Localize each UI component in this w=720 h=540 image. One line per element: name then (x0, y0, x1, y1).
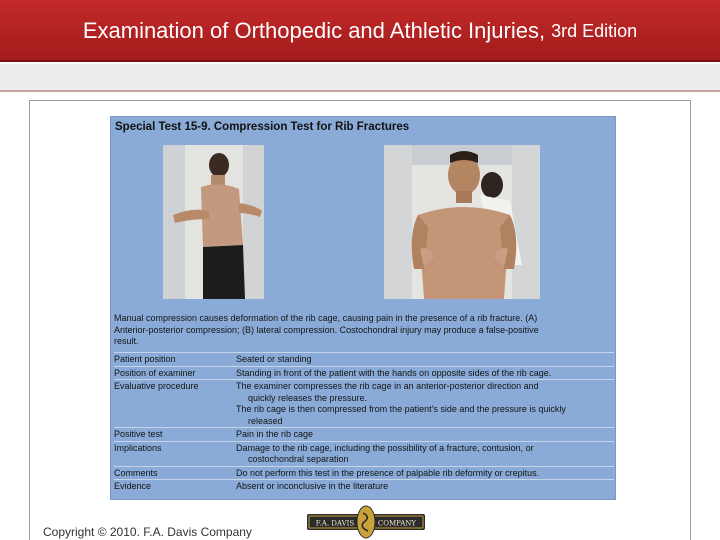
row-evaluative-procedure (114, 379, 614, 427)
row-label: Positive test (114, 429, 163, 439)
slide-title-edition: 3rd Edition (551, 20, 638, 41)
header-band (0, 64, 720, 90)
row-value-line: released (248, 415, 283, 426)
row-label: Patient position (114, 354, 176, 364)
row-patient-position (114, 352, 614, 366)
row-label: Evaluative procedure (114, 381, 199, 391)
row-implications (114, 441, 614, 466)
photo-lateral-compression (384, 145, 540, 299)
row-value (236, 367, 614, 380)
row-value-line: Pain in the rib cage (236, 429, 314, 439)
slide-title-main: Examination of Orthopedic and Athletic Injuries, (82, 18, 546, 43)
row-value-line: quickly releases the pressure. (248, 392, 368, 403)
logo-text-right: COMPANY (377, 519, 417, 528)
row-label: Position of examiner (114, 367, 196, 378)
row-comments (114, 466, 614, 480)
row-value-line: The rib cage is then compressed from the patient's side and the pressure is quickly (236, 404, 566, 414)
test-description (114, 313, 608, 348)
row-value-line: Absent or inconclusive in the literature (236, 481, 389, 491)
row-value (236, 353, 614, 366)
description-line: Anterior-posterior compression; (B) lateral compression. Costochondral injury may produce a false-positive (114, 324, 539, 335)
row-value-line: The examiner compresses the rib cage in an anterior-posterior direction and (236, 381, 539, 391)
description-line: result. (114, 336, 139, 346)
row-value (236, 480, 614, 493)
logo-medallion-icon (357, 506, 375, 538)
row-evidence (114, 479, 614, 493)
copyright-notice: Copyright © 2010. F.A. Davis Company (43, 525, 252, 539)
row-position-of-examiner (114, 366, 614, 380)
row-positive-test (114, 427, 614, 441)
slide-title (0, 0, 720, 62)
header-band-divider (0, 90, 720, 92)
special-test-card (110, 116, 616, 500)
fa-davis-logo (307, 505, 425, 540)
row-label: Comments (114, 467, 158, 478)
row-value-line: Seated or standing (236, 354, 312, 364)
row-value-line: Damage to the rib cage, including the possibility of a fracture, contusion, or (236, 442, 534, 453)
logo-text-left: F.A. DAVIS (315, 519, 355, 528)
card-title: Special Test 15-9. Compression Test for Rib Fractures (115, 121, 410, 133)
row-value (236, 467, 614, 480)
row-label: Implications (114, 442, 162, 453)
figure-b-illustration (384, 145, 540, 299)
figure-a-illustration (163, 145, 264, 299)
photo-anterior-posterior-compression (163, 145, 264, 299)
row-value (236, 380, 614, 427)
description-line: Manual compression causes deformation of the rib cage, causing pain in the presence of a rib fracture. (A) (114, 313, 538, 323)
row-value-line: costochondral separation (248, 454, 349, 464)
row-value-line: Do not perform this test in the presence of palpable rib deformity or crepitus. (236, 467, 540, 478)
row-value (236, 442, 614, 466)
row-label: Evidence (114, 481, 152, 491)
row-value-line: Standing in front of the patient with the hands on opposite sides of the rib cage. (236, 367, 552, 378)
row-value (236, 428, 614, 441)
test-details-table (114, 352, 614, 493)
